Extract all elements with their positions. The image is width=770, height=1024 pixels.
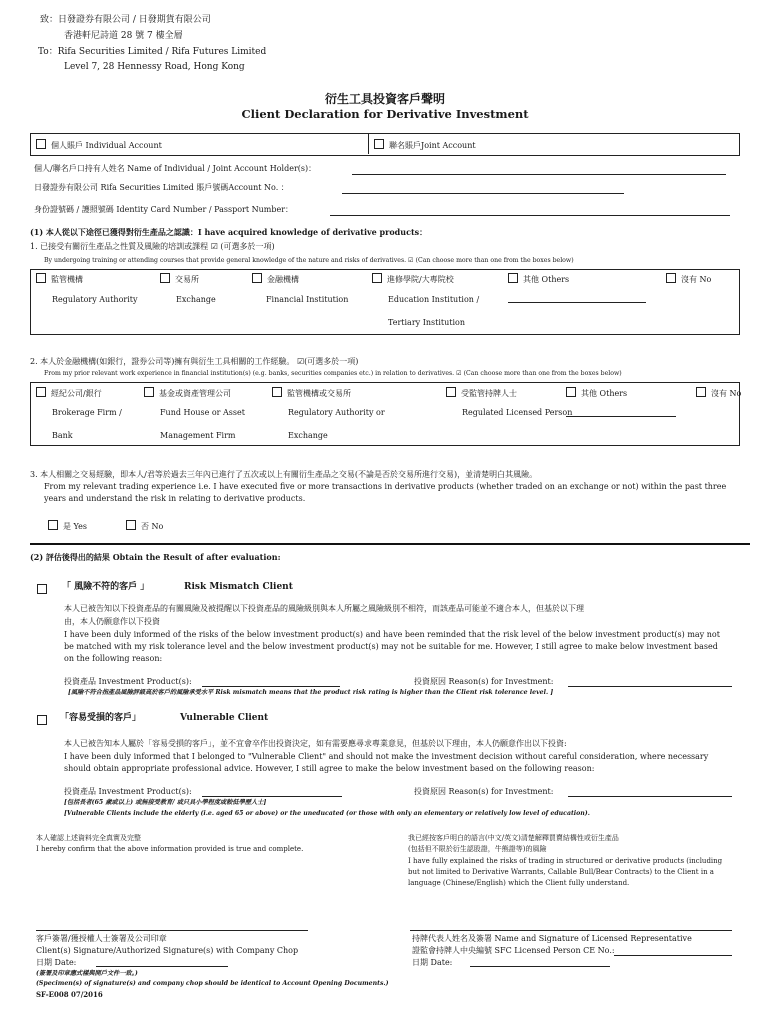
rep-ce-field[interactable] (614, 955, 732, 956)
q3-en-line1: From my relevant trading experience i.e. I have executed five or more transactions in derivative products (whether traded on an exchange or not) within the past three (44, 482, 727, 491)
q1-regulatory-en: Regulatory Authority (52, 295, 138, 304)
q2-licensed-zh: 受監管持牌人士 (461, 389, 517, 398)
vulnerable-note2: [Vulnerable Clients include the elderly (i.e. aged 65 or above) or the uneducated (or those with only an elementary or relatively low level of education). (64, 810, 590, 817)
rep-confirm-en1: I have fully explained the risks of trading in structured or derivative products (including (408, 857, 723, 865)
q1-option-exchange[interactable] (160, 273, 199, 285)
q2-licensed-en: Regulated Licensed Person (462, 408, 573, 417)
mismatch-reason-label: 投資原因 Reason(s) for Investment: (414, 677, 554, 686)
vulnerable-para-en1: I have been duly informed that I belonged to "Vulnerable Client" and should not make the investment decision without careful consideration, where necessary (64, 752, 709, 761)
rep-ce-label: 證監會持牌人中央編號 SFC Licensed Person CE No.: (412, 946, 615, 955)
q2-option-no[interactable] (696, 387, 741, 399)
q1-education-en2: Tertiary Institution (388, 318, 466, 327)
specimen-note-zh: (簽署及印章應式樣與開戶文件一致。) (36, 970, 138, 977)
section2-heading: (2) 評估後得出的結果 Obtain the Result of after evaluation: (30, 552, 281, 562)
q2-regulatory-checkbox[interactable] (272, 387, 282, 397)
q2-option-licensed[interactable] (446, 387, 517, 399)
q2-others-label: 其他 Others (581, 389, 628, 398)
rep-date-field[interactable] (470, 966, 610, 967)
client-signature-zh: 客戶簽署/獲授權人士簽署及公司印章 (36, 934, 167, 943)
account-no-label: 日發證券有限公司 Rifa Securities Limited 賬戶號碼Account No. ： (34, 183, 289, 192)
q2-fund-checkbox[interactable] (144, 387, 154, 397)
section-divider (30, 543, 750, 545)
q2-brokerage-zh: 經紀公司/銀行 (51, 389, 102, 398)
rep-signature-line[interactable] (410, 930, 732, 931)
individual-account-option[interactable] (36, 139, 162, 151)
q2-no-checkbox[interactable] (696, 387, 706, 397)
q2-label: 2. 本人於金融機構(如銀行，證券公司等)擁有與衍生工具相關的工作經驗。 ☑(可選多於一項) (30, 357, 359, 366)
vulnerable-reason-field[interactable] (568, 796, 732, 797)
risk-mismatch-title-zh: 「 風險不符的客戶 」 (62, 582, 150, 592)
rep-confirm-en2: but not limited to Derivative Warrants, Callable Bull/Bear Contracts) to the Client in a (408, 868, 714, 876)
q1-education-checkbox[interactable] (372, 273, 382, 283)
q2-others-field[interactable] (566, 416, 676, 417)
q1-education-en: Education Institution / (388, 295, 480, 304)
vulnerable-product-field[interactable] (202, 796, 342, 797)
mismatch-para-en1: I have been duly informed of the risks of the below investment product(s) and have been reminded that the risk level of the below investment product(s) may not (64, 630, 720, 639)
mismatch-product-label: 投資產品 Investment Product(s): (64, 677, 192, 686)
q1-subtext: By undergoing training or attending courses that provide general knowledge of the nature and risks of derivatives. ☑ (Can choose more than one from the boxes below) (44, 257, 574, 264)
address-en: Level 7, 28 Hennessy Road, Hong Kong (64, 62, 245, 72)
q1-no-checkbox[interactable] (666, 273, 676, 283)
mismatch-note: [風險不符合指產品風險評級高於客戶的風險承受水平 Risk mismatch means that the product risk rating is higher than the Client risk tolerance level. ] (68, 689, 554, 696)
risk-mismatch-checkbox[interactable] (37, 584, 47, 594)
q3-label: 3. 本人相關之交易經驗，即本人/君等於過去三年內已進行了五次或以上有關衍生產品之交易(不論是否於交易所進行交易)，並清楚明白其風險。 (30, 470, 538, 479)
id-number-label: 身份證號碼 / 護照號碼 Identity Card Number / Passport Number： (34, 205, 294, 214)
q1-exchange-zh: 交易所 (175, 275, 199, 284)
holder-name-field[interactable] (352, 174, 726, 175)
q2-subtext: From my prior relevant work experience in financial institution(s) (e.g. banks, securities companies etc.) in relation to derivatives. ☑ (Can choose more than one from the boxes below) (44, 370, 622, 377)
q3-en-line2: years and understand the risk in relating to derivative products. (44, 494, 306, 503)
address-zh: 香港軒尼詩道 28 號 7 樓全層 (64, 31, 183, 41)
q3-no-checkbox[interactable] (126, 520, 136, 530)
q2-regulatory-zh: 監管機構或交易所 (287, 389, 351, 398)
q1-others-checkbox[interactable] (508, 273, 518, 283)
client-signature-line[interactable] (36, 930, 308, 931)
joint-account-checkbox[interactable] (374, 139, 384, 149)
q2-regulatory-en: Regulatory Authority or (288, 408, 385, 417)
client-date-label: 日期 Date: (36, 958, 77, 967)
joint-account-option[interactable] (374, 139, 476, 151)
q1-regulatory-checkbox[interactable] (36, 273, 46, 283)
rep-date-label: 日期 Date: (412, 958, 453, 967)
client-signature-en: Client(s) Signature/Authorized Signature(s) with Company Chop (36, 946, 299, 955)
vulnerable-reason-label: 投資原因 Reason(s) for Investment: (414, 787, 554, 796)
mismatch-para-zh1: 本人已被告知以下投資產品的有關風險及被提醒以下投資產品的風險級別與本人所屬之風險級別不相符，而該產品可能並不適合本人，但基於以下理 (64, 604, 584, 613)
q2-regulatory-en2: Exchange (288, 431, 328, 440)
q2-fund-en2: Management Firm (160, 431, 236, 440)
q1-financial-en: Financial Institution (266, 295, 349, 304)
q2-fund-en: Fund House or Asset (160, 408, 245, 417)
form-number: SF-E008 07/2016 (36, 990, 103, 999)
q1-exchange-en: Exchange (176, 295, 216, 304)
q2-option-others[interactable] (566, 387, 627, 399)
q3-yes-label: 是 Yes (63, 522, 87, 531)
rep-confirm-en3: language (Chinese/English) which the Client fully understand. (408, 879, 630, 887)
mismatch-para-en2: be matched with my risk tolerance level and the below investment product(s) may not be suitable for me. However, I still agree to make below investment based (64, 642, 718, 651)
q3-no-label: 否 No (141, 522, 164, 531)
account-no-field[interactable] (342, 193, 624, 194)
q2-brokerage-en2: Bank (52, 431, 73, 440)
q1-option-financial[interactable] (252, 273, 299, 285)
specimen-note-en: (Specimen(s) of signature(s) and company chop should be identical to Account Opening Documents.) (36, 980, 389, 987)
account-type-divider (368, 133, 369, 154)
rep-confirm-zh1: 我已經按客戶明白的語言(中文/英文)清楚解釋買賣結構性或衍生產品 (408, 834, 619, 842)
q1-exchange-checkbox[interactable] (160, 273, 170, 283)
q3-yes-option[interactable] (48, 520, 87, 532)
q1-option-education[interactable] (372, 273, 454, 285)
recipient-zh: 致：日發證券有限公司 / 日發期貨有限公司 (40, 15, 211, 25)
rep-confirm-zh2: (包括但不限於衍生認股證，牛熊證等)的風險 (408, 845, 547, 853)
mismatch-reason-field[interactable] (568, 686, 732, 687)
q1-financial-zh: 金融機構 (267, 275, 299, 284)
q2-licensed-checkbox[interactable] (446, 387, 456, 397)
q2-others-checkbox[interactable] (566, 387, 576, 397)
individual-account-checkbox[interactable] (36, 139, 46, 149)
q2-fund-zh: 基金或資產管理公司 (159, 389, 231, 398)
q1-others-label: 其他 Others (523, 275, 570, 284)
vulnerable-para-zh: 本人已被告知本人屬於「容易受損的客戶」，並不宜會卒作出投資決定，如有需要應尋求專業意見，但基於以下理由，本人仍願意作出以下投資: (64, 739, 567, 748)
recipient-en: To：Rifa Securities Limited / Rifa Futures Limited (38, 47, 267, 57)
q1-option-no[interactable] (666, 273, 711, 285)
mismatch-para-en3: on the following reason: (64, 654, 163, 663)
vulnerable-client-checkbox[interactable] (37, 715, 47, 725)
q1-others-field[interactable] (508, 302, 646, 303)
vulnerable-note1: [包括長者(65 歲或以上) 或無接受教育/ 或只具小學程度或較低學歷人士] (64, 799, 267, 806)
vulnerable-title-zh: 「容易受損的客戶」 (60, 713, 142, 723)
q1-option-regulatory[interactable] (36, 273, 83, 285)
q3-no-option[interactable] (126, 520, 163, 532)
q2-option-regulatory[interactable] (272, 387, 351, 399)
rep-signature-label: 持牌代表人姓名及簽署 Name and Signature of Licensed Representative (412, 934, 692, 943)
client-confirm-zh: 本人確認上述資料完全真實及完整 (36, 834, 141, 842)
vulnerable-title-en: Vulnerable Client (180, 713, 269, 723)
q1-no-label: 沒有 No (681, 275, 712, 284)
q2-no-label: 沒有 No (711, 389, 742, 398)
q1-financial-checkbox[interactable] (252, 273, 262, 283)
q2-option-brokerage[interactable] (36, 387, 102, 399)
q1-label: 1. 已接受有關衍生產品之性質及風險的培訓或課程 ☑ (可選多於一項) (30, 242, 275, 251)
q2-option-fund[interactable] (144, 387, 231, 399)
holder-name-label: 個人/聯名戶口持有人姓名 Name of Individual / Joint Account Holder(s)： (34, 164, 317, 173)
q2-options-box (30, 382, 740, 446)
q1-regulatory-zh: 監管機構 (51, 275, 83, 284)
title-en: Client Declaration for Derivative Investment (241, 107, 529, 121)
q2-brokerage-en: Brokerage Firm / (52, 408, 122, 417)
title-zh: 衍生工具投資客戶聲明 (324, 92, 445, 106)
client-date-field[interactable] (96, 966, 228, 967)
vulnerable-para-en2: should obtain appropriate professional advice. However, I still agree to make the below investment based on the following reason: (64, 764, 595, 773)
q2-brokerage-checkbox[interactable] (36, 387, 46, 397)
joint-account-label: 聯名賬戶Joint Account (389, 141, 476, 150)
mismatch-product-field[interactable] (202, 686, 340, 687)
id-number-field[interactable] (330, 215, 730, 216)
individual-account-label: 個人賬戶 Individual Account (51, 141, 162, 150)
mismatch-para-zh2: 由，本人仍願意作以下投資 (64, 617, 160, 626)
q3-yes-checkbox[interactable] (48, 520, 58, 530)
q1-option-others[interactable] (508, 273, 569, 285)
client-confirm-en: I hereby confirm that the above information provided is true and complete. (36, 845, 304, 853)
risk-mismatch-title-en: Risk Mismatch Client (184, 582, 293, 592)
section1-heading: (1) 本人從以下途徑已獲得對衍生產品之認識：I have acquired knowledge of derivative products： (30, 227, 428, 237)
q1-education-zh: 進修學院/大專院校 (387, 275, 454, 284)
vulnerable-product-label: 投資產品 Investment Product(s): (64, 787, 192, 796)
